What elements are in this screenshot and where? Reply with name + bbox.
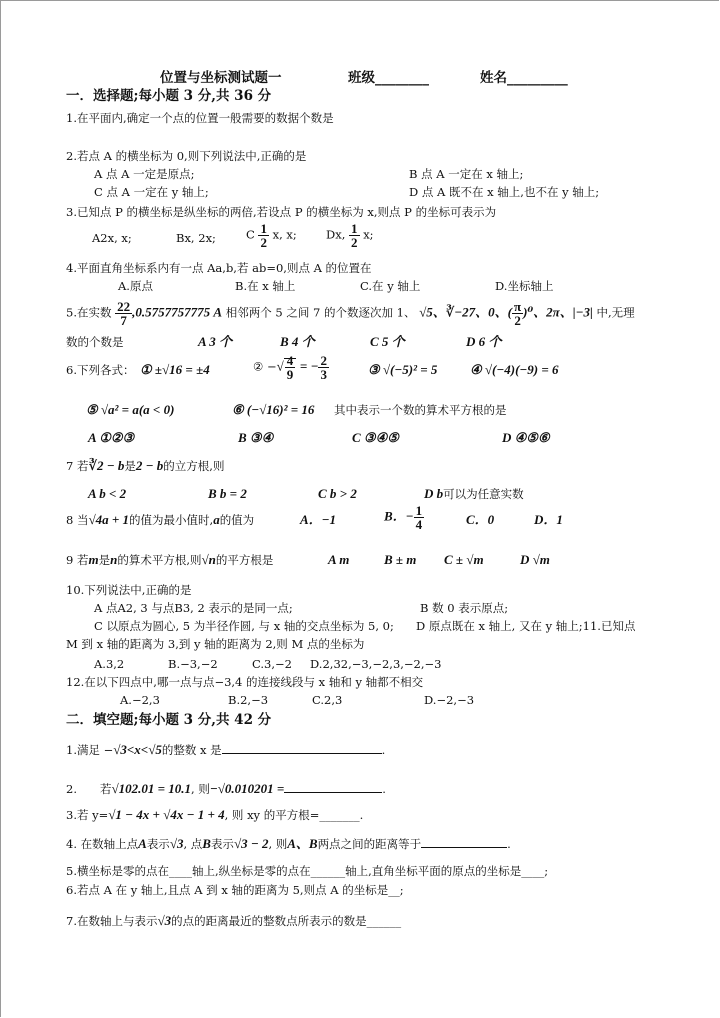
q6-tail: 其中表示一个数的算术平方根的是 bbox=[334, 403, 507, 417]
q3-option-a: A2x, x; bbox=[92, 231, 132, 245]
q10-option-c: C 以原点为圆心, 5 为半径作圆, 与 x 轴的交点坐标为 5, 0; bbox=[94, 619, 394, 633]
half-fraction: $\frac{1}{2}$ bbox=[260, 221, 267, 250]
q8-option-a: A．−1 bbox=[300, 512, 337, 527]
q10-option-a: A 点A2, 3 与点B3, 2 表示的是同一点; bbox=[94, 601, 293, 615]
q2-option-a: A 点 A 一定是原点; bbox=[94, 167, 195, 181]
question-5-stem: 5.在实数 $\frac{22}{7}$ ,0.5757757775 A 相邻两个 5 之间 7 的个数逐次加 1、 √5、∛−27、0、( $\frac{\pi}{2}$ )⁰、2π、|−3| 中,无理 bbox=[66, 299, 635, 328]
question-2-stem: 2.若点 A 的横坐标为 0,则下列说法中,正确的是 bbox=[66, 149, 307, 163]
q12-option-c: C.2,3 bbox=[312, 693, 343, 707]
q5-option-a: A 3 个 bbox=[198, 334, 232, 349]
q6-expr-3: ③ √(−5)² = 5 bbox=[368, 362, 438, 377]
q2-option-d: D 点 A 既不在 x 轴上,也不在 y 轴上; bbox=[409, 185, 600, 199]
q11-option-b: B.−3,−2 bbox=[168, 657, 218, 671]
q5-line-2: 数的个数是 bbox=[66, 335, 124, 349]
q2-option-c: C 点 A 一定在 y 轴上; bbox=[94, 185, 209, 199]
section2-heading: 二．填空题;每小题 3 分,共 42 分 bbox=[66, 712, 272, 728]
q9-option-d: D √m bbox=[520, 552, 550, 567]
q11-option-a: A.3,2 bbox=[94, 657, 125, 671]
q2-option-b: B 点 A 一定在 x 轴上; bbox=[409, 167, 524, 181]
q7-option-d: D b可以为任意实数 bbox=[424, 486, 524, 501]
q4-option-c: C.在 y 轴上 bbox=[360, 279, 421, 293]
q4-option-d: D.坐标轴上 bbox=[495, 279, 554, 293]
question-11-stem: M 到 x 轴的距离为 3,到 y 轴的距离为 2,则 M 点的坐标为 bbox=[66, 637, 365, 651]
question-12-stem: 12.在以下四点中,哪一点与点−3,4 的连接线段与 x 轴和 y 轴都不相交 bbox=[66, 675, 424, 689]
q11-option-c: C.3,−2 bbox=[252, 657, 292, 671]
q6-expr-2: ② −√ $\frac{4}{9}$ = − $\frac{2}{3}$ bbox=[253, 353, 327, 383]
fill-2: 2. 若√102.01 = 10.1, 则−√0.010201 = . bbox=[66, 781, 386, 796]
fill-3: 3.若 y=√1 − 4x + √4x − 1 + 4, 则 xy 的平方根=_______. bbox=[66, 807, 364, 822]
q8-option-d: D．1 bbox=[534, 512, 563, 527]
q7-option-b: B b = 2 bbox=[208, 486, 247, 501]
section1-heading: 一．选择题;每小题 3 分,共 36 分 bbox=[66, 88, 272, 104]
q7-option-c: C b > 2 bbox=[318, 486, 357, 501]
q6-option-a: A ①②③ bbox=[88, 430, 135, 445]
q6-option-b: B ③④ bbox=[238, 430, 274, 445]
fill-5: 5.横坐标是零的点在____轴上,纵坐标是零的点在______轴上,直角坐标平面的原点的坐标是____; bbox=[66, 864, 549, 878]
q3-option-c: C $\frac{1}{2}$ x, x; bbox=[246, 221, 297, 250]
fraction-22-7: $\frac{22}{7}$ bbox=[117, 299, 131, 328]
q9-option-b: B ± m bbox=[384, 552, 417, 567]
q6-option-c: C ③④⑤ bbox=[352, 430, 399, 445]
answer-blank[interactable] bbox=[284, 780, 382, 793]
question-1: 1.在平面内,确定一个点的位置一般需要的数据个数是 bbox=[66, 111, 334, 125]
q7-option-a: A b < 2 bbox=[88, 486, 127, 501]
fill-4: 4. 在数轴上点A表示√3, 点B表示√3 − 2, 则A、B两点之间的距离等于 . bbox=[66, 836, 511, 851]
q6-option-d: D ④⑤⑥ bbox=[502, 430, 550, 445]
q10-option-b: B 数 0 表示原点; bbox=[420, 601, 509, 615]
fraction-pi-2: $\frac{\pi}{2}$ bbox=[514, 299, 522, 328]
q3-option-d: Dx, $\frac{1}{2}$ x; bbox=[326, 221, 374, 250]
q12-option-b: B.2,−3 bbox=[228, 693, 269, 707]
answer-blank[interactable] bbox=[421, 835, 507, 848]
question-10-stem: 10.下列说法中,正确的是 bbox=[66, 583, 192, 597]
question-9-stem: 9 若m是n的算术平方根,则√n的平方根是 bbox=[66, 552, 274, 567]
q3-option-b: Bx, 2x; bbox=[176, 231, 216, 245]
question-8-stem: 8 当√4a + 1的值为最小值时,a的值为 bbox=[66, 512, 255, 527]
q5-option-d: D 6 个 bbox=[466, 334, 502, 349]
question-3-stem: 3.已知点 P 的横坐标是纵坐标的两倍,若设点 P 的横坐标为 x,则点 P 的坐标可表示为 bbox=[66, 205, 497, 219]
question-6-stem: 6.下列各式： bbox=[66, 363, 135, 377]
fill-7: 7.在数轴上与表示√3的点的距离最近的整数点所表示的数是______ bbox=[66, 913, 402, 928]
fill-1: 1.满足 −√3<x<√5的整数 x 是 . bbox=[66, 742, 386, 757]
q5-option-b: B 4 个 bbox=[280, 334, 315, 349]
title-text: 位置与坐标测试题一 bbox=[160, 70, 282, 86]
q4-option-b: B.在 x 轴上 bbox=[235, 279, 296, 293]
q6-expr-1: ① ±√16 = ±4 bbox=[140, 362, 210, 377]
q6-expr-5: ⑤ √a² = a(a < 0) bbox=[86, 402, 175, 417]
q6-expr-6: ⑥ (−√16)² = 16 bbox=[232, 402, 315, 417]
q5-option-c: C 5 个 bbox=[370, 334, 405, 349]
answer-blank[interactable] bbox=[222, 741, 382, 754]
q9-option-c: C ± √m bbox=[444, 552, 484, 567]
q8-option-c: C．0 bbox=[466, 512, 495, 527]
q6-expr-4: ④ √(−4)(−9) = 6 bbox=[470, 362, 559, 377]
fill-6: 6.若点 A 在 y 轴上,且点 A 到 x 轴的距离为 5,则点 A 的坐标是__; bbox=[66, 883, 404, 897]
question-4-stem: 4.平面直角坐标系内有一点 Aa,b,若 ab=0,则点 A 的位置在 bbox=[66, 261, 372, 275]
half-fraction-d: $\frac{1}{2}$ bbox=[351, 221, 358, 250]
question-7-stem: 7 若∛2 − b是2 − b的立方根,则 bbox=[66, 458, 225, 473]
q12-option-d: D.−2,−3 bbox=[424, 693, 475, 707]
page-title bbox=[160, 70, 282, 86]
q8-option-b: B．− $\frac{1}{4}$ bbox=[384, 503, 423, 532]
q9-option-a: A m bbox=[328, 552, 350, 567]
q12-option-a: A.−2,3 bbox=[120, 693, 160, 707]
q11-option-d: D.2,32,−3,−2,3,−2,−3 bbox=[310, 657, 442, 671]
q4-option-a: A.原点 bbox=[118, 279, 153, 293]
class-label: 班级________ bbox=[348, 70, 429, 86]
name-label: 姓名_________ bbox=[480, 70, 568, 86]
q10-option-d: D 原点既在 x 轴上, 又在 y 轴上;11.已知点 bbox=[416, 619, 636, 633]
